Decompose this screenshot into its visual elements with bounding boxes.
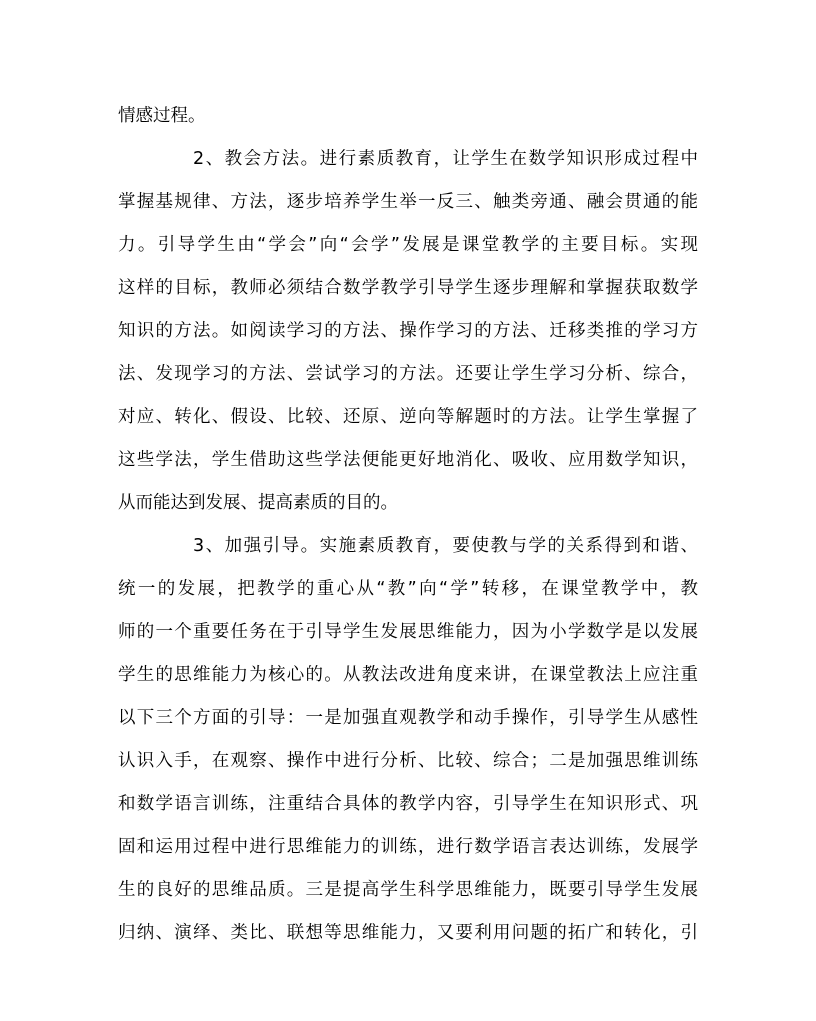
text-line: 法、发现学习的方法、尝试学习的方法。还要让学生学习分析、综合，: [118, 364, 698, 384]
text-line: 这些学法，学生借助这些学法便能更好地消化、吸收、应用数学知识，: [118, 450, 698, 470]
text-line-paragraph-end: 从而能达到发展、提高素质的目的。: [118, 493, 398, 513]
text-line: 以下三个方面的引导：一是加强直观教学和动手操作，引导学生从感性: [118, 708, 698, 728]
text-line: 对应、转化、假设、比较、还原、逆向等解题时的方法。让学生掌握了: [118, 407, 698, 427]
text-line: 学生的思维能力为核心的。从教法改进角度来讲，在课堂教法上应注重: [118, 665, 698, 685]
text-line-heading-3: 3、加强引导。实施素质教育，要使教与学的关系得到和谐、: [193, 536, 698, 556]
text-line-paragraph-end: 情感过程。: [118, 106, 206, 126]
text-line: 归纳、演绎、类比、联想等思维能力，又要利用问题的拓广和转化，引: [118, 923, 698, 943]
text-line: 这样的目标，教师必须结合数学教学引导学生逐步理解和掌握获取数学: [118, 278, 698, 298]
text-line: 认识入手，在观察、操作中进行分析、比较、综合；二是加强思维训练: [118, 751, 698, 771]
text-line: 掌握基规律、方法，逐步培养学生举一反三、触类旁通、融会贯通的能: [118, 192, 698, 212]
text-line-heading-2: 2、教会方法。进行素质教育，让学生在数学知识形成过程中: [193, 149, 698, 169]
text-line: 力。引导学生由“学会”向“会学”发展是课堂教学的主要目标。实现: [118, 235, 698, 255]
text-line: 生的良好的思维品质。三是提高学生科学思维能力，既要引导学生发展: [118, 880, 698, 900]
text-line: 统一的发展，把教学的重心从“教”向“学”转移，在课堂教学中，教: [118, 579, 698, 599]
text-line: 和数学语言训练，注重结合具体的教学内容，引导学生在知识形式、巩: [118, 794, 698, 814]
text-line: 师的一个重要任务在于引导学生发展思维能力，因为小学数学是以发展: [118, 622, 698, 642]
text-line: 知识的方法。如阅读学习的方法、操作学习的方法、迁移类推的学习方: [118, 321, 698, 341]
text-line: 固和运用过程中进行思维能力的训练，进行数学语言表达训练，发展学: [118, 837, 698, 857]
